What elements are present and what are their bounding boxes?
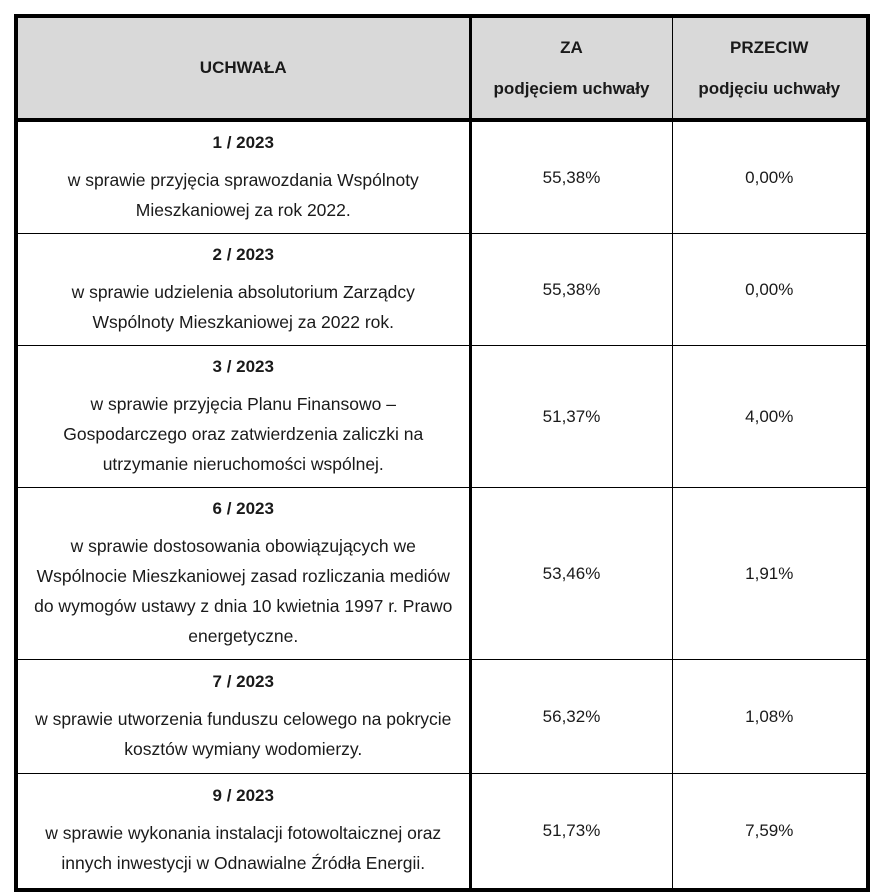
table-row xyxy=(16,120,868,234)
przeciw-value: 1,91% xyxy=(672,488,868,660)
za-value: 55,38% xyxy=(470,234,672,346)
przeciw-value: 7,59% xyxy=(672,774,868,890)
table-row xyxy=(16,774,868,890)
resolution-description: w sprawie dostosowania obowiązujących we Wspólnocie Mieszkaniowej zasad rozliczania mediów do wymogów ustawy z dnia 10 kwietnia 1997 r. Prawo energetyczne. xyxy=(34,536,453,646)
resolutions-table xyxy=(14,14,870,892)
header-przeciw-subtitle: podjęciu uchwały xyxy=(698,78,841,98)
table-row xyxy=(16,488,868,660)
resolution-cell xyxy=(16,120,470,234)
resolution-cell xyxy=(16,774,470,890)
resolution-cell xyxy=(16,346,470,488)
resolution-cell xyxy=(16,660,470,774)
header-za-title: ZA xyxy=(560,37,583,57)
resolution-description: w sprawie wykonania instalacji fotowoltaicznej oraz innych inwestycji w Odnawialne Źródła Energii. xyxy=(45,823,442,874)
za-value: 51,37% xyxy=(470,346,672,488)
resolution-description: w sprawie utworzenia funduszu celowego na pokrycie kosztów wymiany wodomierzy. xyxy=(35,709,452,759)
resolution-id: 1 / 2023 xyxy=(212,133,274,152)
resolution-id: 9 / 2023 xyxy=(212,786,274,806)
przeciw-value: 1,08% xyxy=(672,660,868,774)
za-value: 53,46% xyxy=(470,488,672,660)
przeciw-value: 4,00% xyxy=(672,346,868,488)
resolution-id: 3 / 2023 xyxy=(212,357,274,376)
resolution-id: 7 / 2023 xyxy=(212,672,274,691)
header-row xyxy=(16,16,868,120)
header-przeciw-title: PRZECIW xyxy=(730,37,809,57)
za-value: 56,32% xyxy=(470,660,672,774)
resolution-id: 6 / 2023 xyxy=(212,499,274,518)
za-value: 51,73% xyxy=(470,774,672,890)
resolution-description: w sprawie przyjęcia Planu Finansowo – Gospodarczego oraz zatwierdzenia zaliczki na utrzymanie nieruchomości wspólnej. xyxy=(63,394,424,474)
table-row xyxy=(16,234,868,346)
column-header-za xyxy=(470,16,672,120)
header-za-subtitle: podjęciem uchwały xyxy=(493,78,650,98)
resolution-id: 2 / 2023 xyxy=(212,245,274,264)
column-header-uchwala: UCHWAŁA xyxy=(16,16,470,120)
przeciw-value: 0,00% xyxy=(672,234,868,346)
za-value: 55,38% xyxy=(470,120,672,234)
column-header-przeciw xyxy=(672,16,868,120)
table-row xyxy=(16,346,868,488)
table-row xyxy=(16,660,868,774)
resolution-description: w sprawie udzielenia absolutorium Zarządcy Wspólnoty Mieszkaniowej za 2022 rok. xyxy=(71,282,415,332)
resolution-description: w sprawie przyjęcia sprawozdania Wspólnoty Mieszkaniowej za rok 2022. xyxy=(67,170,419,220)
resolution-cell xyxy=(16,234,470,346)
resolution-cell xyxy=(16,488,470,660)
przeciw-value: 0,00% xyxy=(672,120,868,234)
